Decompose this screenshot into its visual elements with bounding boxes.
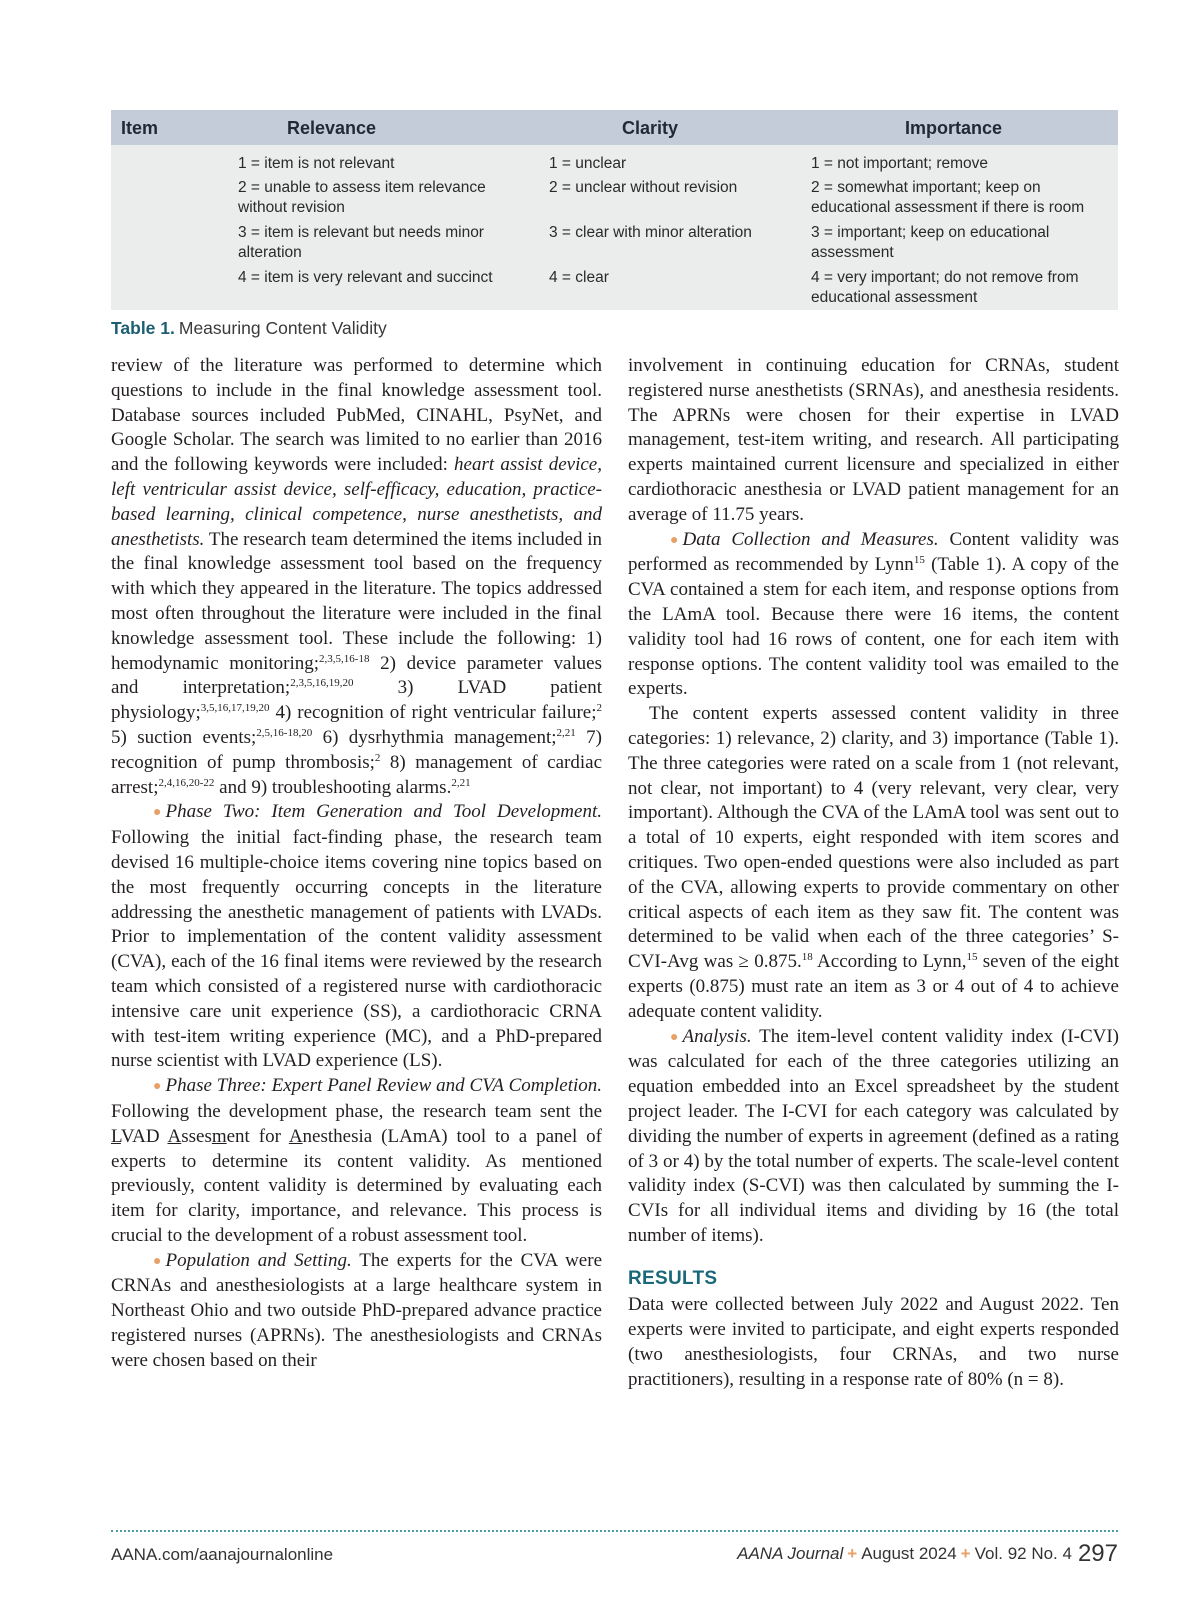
importance-cell: 2 = somewhat important; keep on educational assessment if there is room <box>811 179 1085 216</box>
citation: 2,4,16,20-22 <box>158 776 215 789</box>
issue-date: August 2024 <box>861 1544 957 1563</box>
volume-number: Vol. 92 No. 4 <box>974 1544 1072 1563</box>
keywords: heart assist device, left ventricular assist device, self-efficacy, education, practice-based learning, clinical competence, nurse anesthetists, and anesthetists. <box>111 454 602 550</box>
clarity-cell: 3 = clear with minor alteration <box>549 224 752 241</box>
footer-citation <box>737 1540 1118 1568</box>
table-row <box>111 178 1118 223</box>
population-setting-heading: Population and Setting. <box>165 1249 352 1271</box>
citation: 15 <box>913 554 925 567</box>
categories-paragraph: The content experts assessed content validity in three categories: 1) relevance, 2) clarity, and 3) importance (Table 1). The three categories were rated on a scale from 1 (not relevant, not clear, not important) to 4 (very relevant, very clear, very important). Although the CVA of the LAmA tool was sent out to a total of 10 experts, eight responded with item scores and critiques. Two open-ended questions were also included as part of the CVA, allowing experts to provide commentary on other critical aspects of each item as they saw fit. The content was determined to be valid when each of the three categories’ S-CVI-Avg was ≥ 0.875.18 According to Lynn,$^{15}$ seven of the eight experts (0.875) must rate an item as 3 or 4 out of 4 to achieve adequate content validity. <box>628 703 1119 1022</box>
citation: 2,21 <box>556 726 576 739</box>
clarity-cell: 4 = clear <box>549 269 609 286</box>
plus-icon: + <box>847 1544 858 1563</box>
footer-divider <box>111 1530 1118 1532</box>
bullet-icon: ● <box>153 1253 162 1269</box>
bullet-icon: ● <box>670 1029 679 1045</box>
analysis-heading: Analysis. <box>682 1025 752 1047</box>
importance-cell: 4 = very important; do not remove from educational assessment <box>811 269 1079 306</box>
results-paragraph: Data were collected between July 2022 and August 2022. Ten experts were invited to participate, and eight experts responded (two anesthesiologists, four CRNAs, and two nurse practitioners), resulting in a response rate of 80% (n = 8). <box>628 1294 1119 1390</box>
importance-cell: 3 = important; keep on educational assessment <box>811 224 1050 261</box>
citation: 3,5,16,17,19,20 <box>200 702 270 715</box>
table-caption-label: Table 1. <box>111 318 175 338</box>
content-validity-table <box>111 110 1118 310</box>
citation: 15 <box>966 950 978 963</box>
importance-cell: 1 = not important; remove <box>811 155 989 172</box>
page-number: 297 <box>1077 1540 1118 1567</box>
table-caption <box>111 318 387 339</box>
table-caption-text: Measuring Content Validity <box>178 318 387 338</box>
experts-continued-paragraph: involvement in continuing education for CRNAs, student registered nurse anesthetists (SRNAs), and anesthesia residents. The APRNs were chosen for their expertise in LVAD management, test-item writing, and research. All participating experts maintained current licensure and specialized in either cardiothoracic anesthesia or LVAD patient management for an average of 11.75 years. <box>628 355 1119 525</box>
citation: 2,5,16-18,20 <box>256 726 313 739</box>
bullet-icon: ● <box>670 532 679 548</box>
relevance-cell: 3 = item is relevant but needs minor alteration <box>238 224 484 261</box>
relevance-cell: 2 = unable to assess item relevance without revision <box>238 179 486 216</box>
phase-three-paragraph: ● Phase Three: Expert Panel Review and CVA Completion. Following the development phase, the research team sent the LVAD Assesment for Anesthesia (LAmA) tool to a panel of experts to determine its content validity. As mentioned previously, content validity is determined by evaluating each item for clarity, importance, and relevance. This process is crucial to the development of a robust assessment tool. <box>111 1075 602 1246</box>
bullet-icon: ● <box>153 1079 162 1095</box>
table-body <box>111 145 1118 312</box>
relevance-cell: 1 = item is not relevant <box>238 155 395 172</box>
bullet-icon: ● <box>153 805 162 821</box>
data-collection-heading: Data Collection and Measures. <box>682 528 939 550</box>
header-relevance: Relevance <box>287 118 377 138</box>
table-header-row <box>111 110 1118 145</box>
phase-two-heading: Phase Two: Item Generation and Tool Development. <box>165 801 602 823</box>
phase-two-paragraph: ● Phase Two: Item Generation and Tool Development. Following the initial fact-finding phase, the research team devised 16 multiple-choice items covering nine topics based on the most frequently occurring concepts in the literature addressing the anesthetic management of patients with LVADs. Prior to implementation of the content validity assessment (CVA), each of the 16 final items were reviewed by the research team which consisted of a registered nurse with cardiothoracic intensive care unit experience (SS), a cardiothoracic CRNA with test-item writing experience (MC), and a PhD-prepared nurse scientist with LVAD experience (LS). <box>111 801 602 1072</box>
data-collection-paragraph: ● Data Collection and Measures. Content validity was performed as recommended by Lynn$^{15}$ (Table 1). A copy of the CVA contained a stem for each item, and response options from the LAmA tool. Because there were 16 items, the content validity tool had 16 rows of content, one for each item with response options. The content validity tool was emailed to the experts. <box>628 528 1119 700</box>
header-item: Item <box>121 118 159 138</box>
citation: 2,3,5,16,19,20 <box>290 677 354 690</box>
citation: 2,3,5,16-18 <box>319 652 370 665</box>
table-row <box>111 268 1118 312</box>
clarity-cell: 2 = unclear without revision <box>549 179 738 196</box>
phase-three-heading: Phase Three: Expert Panel Review and CVA Completion. <box>165 1075 602 1097</box>
literature-review-paragraph: review of the literature was performed to determine which questions to include in the final knowledge assessment tool. Database sources included PubMed, CINAHL, PsyNet, and Google Scholar. The search was limited to no earlier than 2016 and the following keywords were included: heart assist device, left ventricular assist device, self-efficacy, education, practice-based learning, clinical competence, nurse anesthetists, and anesthetists. The research team determined the items included in the final knowledge assessment tool based on the frequency with which they appeared in the literature. The topics addressed most often throughout the literature were included in the final knowledge assessment tool. These include the following: 1) hemodynamic monitoring;$^{2,3,5,16-18}$ 2) device parameter values and interpretation;$^{2,3,5,16,19,20}$ 3) LVAD patient physiology;$^{3,5,16,17,19,20}$ 4) recognition of right ventricular failure;$^2$ 5) suction events;$^{2,5,16-18,20}$ 6) dysrhythmia management;$^{2,21}$ 7) recognition of pump thrombosis;$^2$ 8) management of cardiac arrest;$^{2,4,16,20-22}$ and 9) troubleshooting alarms.$^{2,21}$ <box>111 355 603 798</box>
journal-name: AANA Journal <box>737 1544 844 1563</box>
header-clarity: Clarity <box>622 118 679 138</box>
relevance-cell: 4 = item is very relevant and succinct <box>238 269 493 286</box>
analysis-paragraph: ● Analysis. The item-level content validity index (I-CVI) was calculated for each of the three categories utilizing an equation embedded into an Excel spreadsheet by the student project leader. The I-CVI for each category was calculated by dividing the number of experts in agreement (defined as a rating of 3 or 4) by the total number of experts. The scale-level content validity index (S-CVI) was then calculated by summing the I-CVIs for all individual items and dividing by 16 (the total number of items). <box>628 1025 1119 1246</box>
clarity-cell: 1 = unclear <box>549 155 627 172</box>
right-column <box>628 354 1119 1393</box>
citation: 2 <box>596 702 602 715</box>
footer-url[interactable]: AANA.com/aanajournalonline <box>111 1545 334 1564</box>
citation: 18 <box>801 950 813 963</box>
citation: 2 <box>374 751 381 764</box>
left-column <box>111 354 602 1374</box>
header-importance: Importance <box>905 118 1003 138</box>
table-row <box>111 223 1118 268</box>
citation: 2,21 <box>451 776 471 789</box>
plus-icon: + <box>960 1544 971 1563</box>
results-heading: RESULTS <box>628 1267 718 1289</box>
population-setting-paragraph: ● Population and Setting. The experts for the CVA were CRNAs and anesthesiologists at a large healthcare system in Northeast Ohio and two outside PhD-prepared advance practice registered nurses (APRNs). The anesthesiologists and CRNAs were chosen based on their <box>111 1249 602 1371</box>
table-row <box>111 154 1118 178</box>
